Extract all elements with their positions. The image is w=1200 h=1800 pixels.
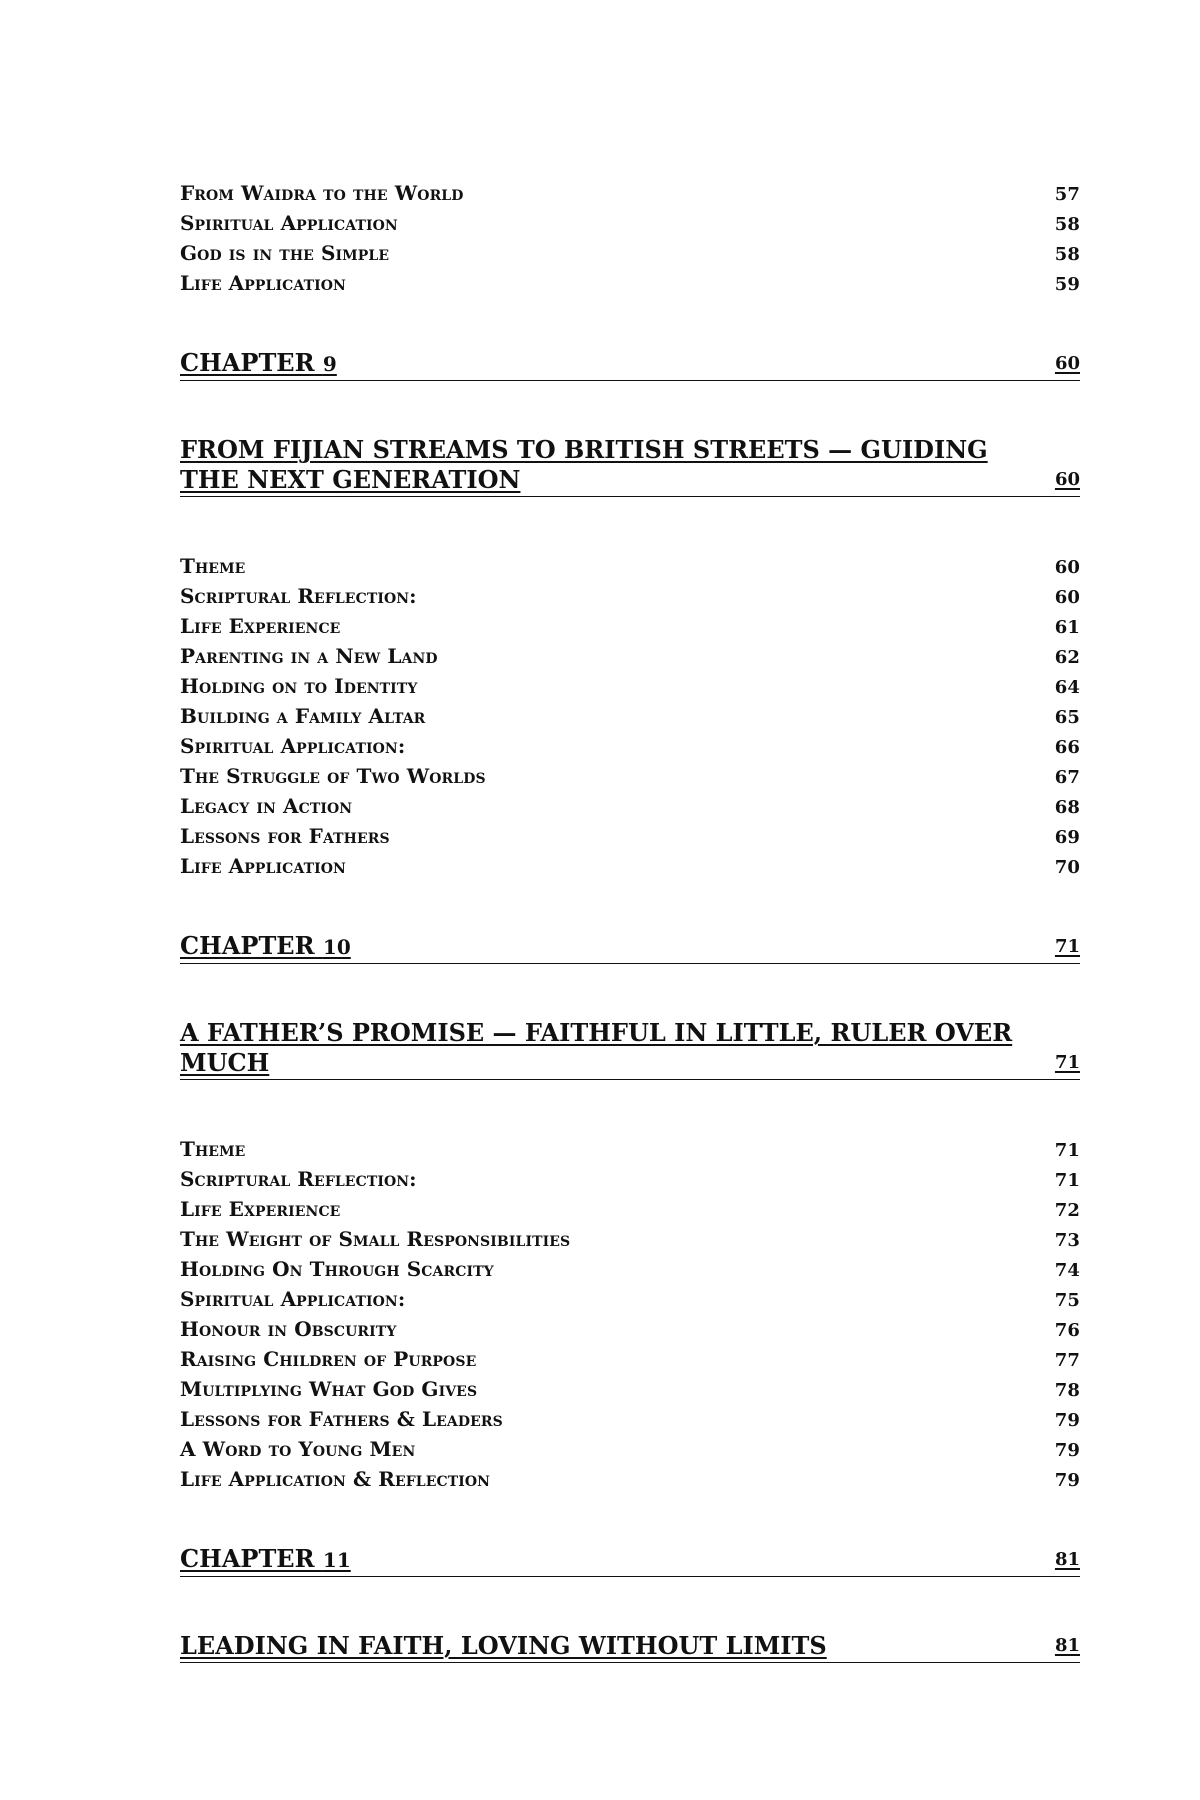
- toc-entry[interactable]: [180, 1224, 1080, 1254]
- toc-entry-title: Building a Family Altar: [180, 704, 426, 728]
- toc-chapter-9[interactable]: [180, 348, 1080, 381]
- toc-entry-page: 79: [1054, 1470, 1080, 1491]
- toc-group-chapter9-sections: [180, 551, 1080, 881]
- chapter-label: CHAPTER 9: [180, 348, 337, 377]
- table-of-contents: [180, 178, 1080, 1663]
- toc-entry-title: Honour in Obscurity: [180, 1317, 397, 1341]
- toc-entry-title: Theme: [180, 1137, 246, 1161]
- toc-entry-title: From Waidra to the World: [180, 181, 464, 205]
- toc-entry-title: Parenting in a New Land: [180, 644, 438, 668]
- toc-entry-page: 62: [1054, 647, 1080, 668]
- toc-entry-page: 77: [1054, 1350, 1080, 1371]
- toc-entry-title: Multiplying What God Gives: [180, 1377, 478, 1401]
- toc-entry[interactable]: [180, 671, 1080, 701]
- toc-entry[interactable]: [180, 178, 1080, 208]
- toc-entry-page: 69: [1054, 827, 1080, 848]
- toc-chapter-10-title[interactable]: [180, 1018, 1080, 1080]
- toc-entry-title: Spiritual Application:: [180, 734, 406, 758]
- toc-entry-page: 71: [1054, 1140, 1080, 1161]
- toc-group-chapter8-sections: [180, 178, 1080, 298]
- toc-entry-title: Lessons for Fathers: [180, 824, 390, 848]
- toc-entry-title: Legacy in Action: [180, 794, 353, 818]
- toc-entry-title: The Weight of Small Responsibilities: [180, 1227, 571, 1251]
- chapter-title-page: 81: [1054, 1635, 1080, 1656]
- toc-entry[interactable]: [180, 1194, 1080, 1224]
- toc-entry[interactable]: [180, 731, 1080, 761]
- toc-entry[interactable]: [180, 1374, 1080, 1404]
- toc-entry-title: Raising Children of Purpose: [180, 1347, 477, 1371]
- chapter-label: CHAPTER 11: [180, 1544, 351, 1573]
- toc-entry-page: 60: [1054, 587, 1080, 608]
- toc-entry-title: God is in the Simple: [180, 241, 390, 265]
- toc-entry[interactable]: [180, 701, 1080, 731]
- toc-entry[interactable]: [180, 1284, 1080, 1314]
- chapter-title: FROM FIJIAN STREAMS TO BRITISH STREETS — GUIDING THE NEXT GENERATION: [180, 435, 988, 494]
- chapter-label: CHAPTER 10: [180, 931, 351, 960]
- chapter-title: LEADING IN FAITH, LOVING WITHOUT LIMITS: [180, 1631, 827, 1660]
- toc-entry[interactable]: [180, 1164, 1080, 1194]
- chapter-page: 60: [1054, 353, 1080, 374]
- toc-entry-page: 59: [1054, 274, 1080, 295]
- toc-entry-title: Life Application & Reflection: [180, 1467, 491, 1491]
- toc-entry-page: 58: [1054, 244, 1080, 265]
- toc-entry[interactable]: [180, 791, 1080, 821]
- toc-entry-page: 79: [1054, 1410, 1080, 1431]
- toc-chapter-11-title[interactable]: [180, 1631, 1080, 1663]
- toc-entry-page: 74: [1054, 1260, 1080, 1281]
- toc-entry[interactable]: [180, 1134, 1080, 1164]
- toc-entry-title: Life Application: [180, 854, 346, 878]
- chapter-page: 71: [1054, 936, 1080, 957]
- toc-entry-page: 61: [1054, 617, 1080, 638]
- toc-entry[interactable]: [180, 581, 1080, 611]
- toc-entry[interactable]: [180, 1434, 1080, 1464]
- toc-chapter-10[interactable]: [180, 931, 1080, 964]
- toc-entry-page: 78: [1054, 1380, 1080, 1401]
- toc-entry[interactable]: [180, 208, 1080, 238]
- toc-entry[interactable]: [180, 1314, 1080, 1344]
- toc-entry[interactable]: [180, 821, 1080, 851]
- toc-entry[interactable]: [180, 1344, 1080, 1374]
- toc-entry-page: 71: [1054, 1170, 1080, 1191]
- toc-entry-page: 79: [1054, 1440, 1080, 1461]
- toc-entry-title: Spiritual Application:: [180, 1287, 406, 1311]
- toc-entry-title: Lessons for Fathers & Leaders: [180, 1407, 503, 1431]
- toc-group-chapter10-sections: [180, 1134, 1080, 1494]
- toc-entry[interactable]: [180, 641, 1080, 671]
- toc-entry-title: Theme: [180, 554, 246, 578]
- toc-entry[interactable]: [180, 551, 1080, 581]
- toc-entry-page: 58: [1054, 214, 1080, 235]
- toc-entry-page: 67: [1054, 767, 1080, 788]
- toc-entry[interactable]: [180, 1254, 1080, 1284]
- toc-entry[interactable]: [180, 238, 1080, 268]
- chapter-title: A FATHER’S PROMISE — FAITHFUL IN LITTLE, RULER OVER MUCH: [180, 1018, 1013, 1077]
- toc-entry[interactable]: [180, 268, 1080, 298]
- toc-entry-page: 70: [1054, 857, 1080, 878]
- toc-entry-page: 68: [1054, 797, 1080, 818]
- toc-chapter-9-title[interactable]: [180, 435, 1080, 497]
- toc-entry-page: 57: [1054, 184, 1080, 205]
- toc-entry-page: 66: [1054, 737, 1080, 758]
- toc-entry-title: Life Experience: [180, 1197, 341, 1221]
- toc-entry-page: 73: [1054, 1230, 1080, 1251]
- toc-entry[interactable]: [180, 1464, 1080, 1494]
- toc-entry-title: Scriptural Reflection:: [180, 1167, 417, 1191]
- toc-entry[interactable]: [180, 1404, 1080, 1434]
- toc-entry[interactable]: [180, 761, 1080, 791]
- toc-entry-title: Life Experience: [180, 614, 341, 638]
- chapter-title-page: 60: [1054, 469, 1080, 490]
- toc-entry-page: 65: [1054, 707, 1080, 728]
- toc-entry-page: 72: [1054, 1200, 1080, 1221]
- toc-entry-page: 60: [1054, 557, 1080, 578]
- toc-entry[interactable]: [180, 611, 1080, 641]
- toc-entry-page: 76: [1054, 1320, 1080, 1341]
- toc-entry-title: Holding on to Identity: [180, 674, 418, 698]
- toc-entry[interactable]: [180, 851, 1080, 881]
- toc-entry-title: Spiritual Application: [180, 211, 398, 235]
- chapter-page: 81: [1054, 1549, 1080, 1570]
- toc-entry-page: 64: [1054, 677, 1080, 698]
- toc-entry-title: Scriptural Reflection:: [180, 584, 417, 608]
- toc-chapter-11[interactable]: [180, 1544, 1080, 1577]
- toc-entry-title: The Struggle of Two Worlds: [180, 764, 486, 788]
- toc-entry-page: 75: [1054, 1290, 1080, 1311]
- chapter-title-page: 71: [1054, 1052, 1080, 1073]
- toc-entry-title: Life Application: [180, 271, 346, 295]
- toc-entry-title: Holding On Through Scarcity: [180, 1257, 494, 1281]
- toc-entry-title: A Word to Young Men: [180, 1437, 416, 1461]
